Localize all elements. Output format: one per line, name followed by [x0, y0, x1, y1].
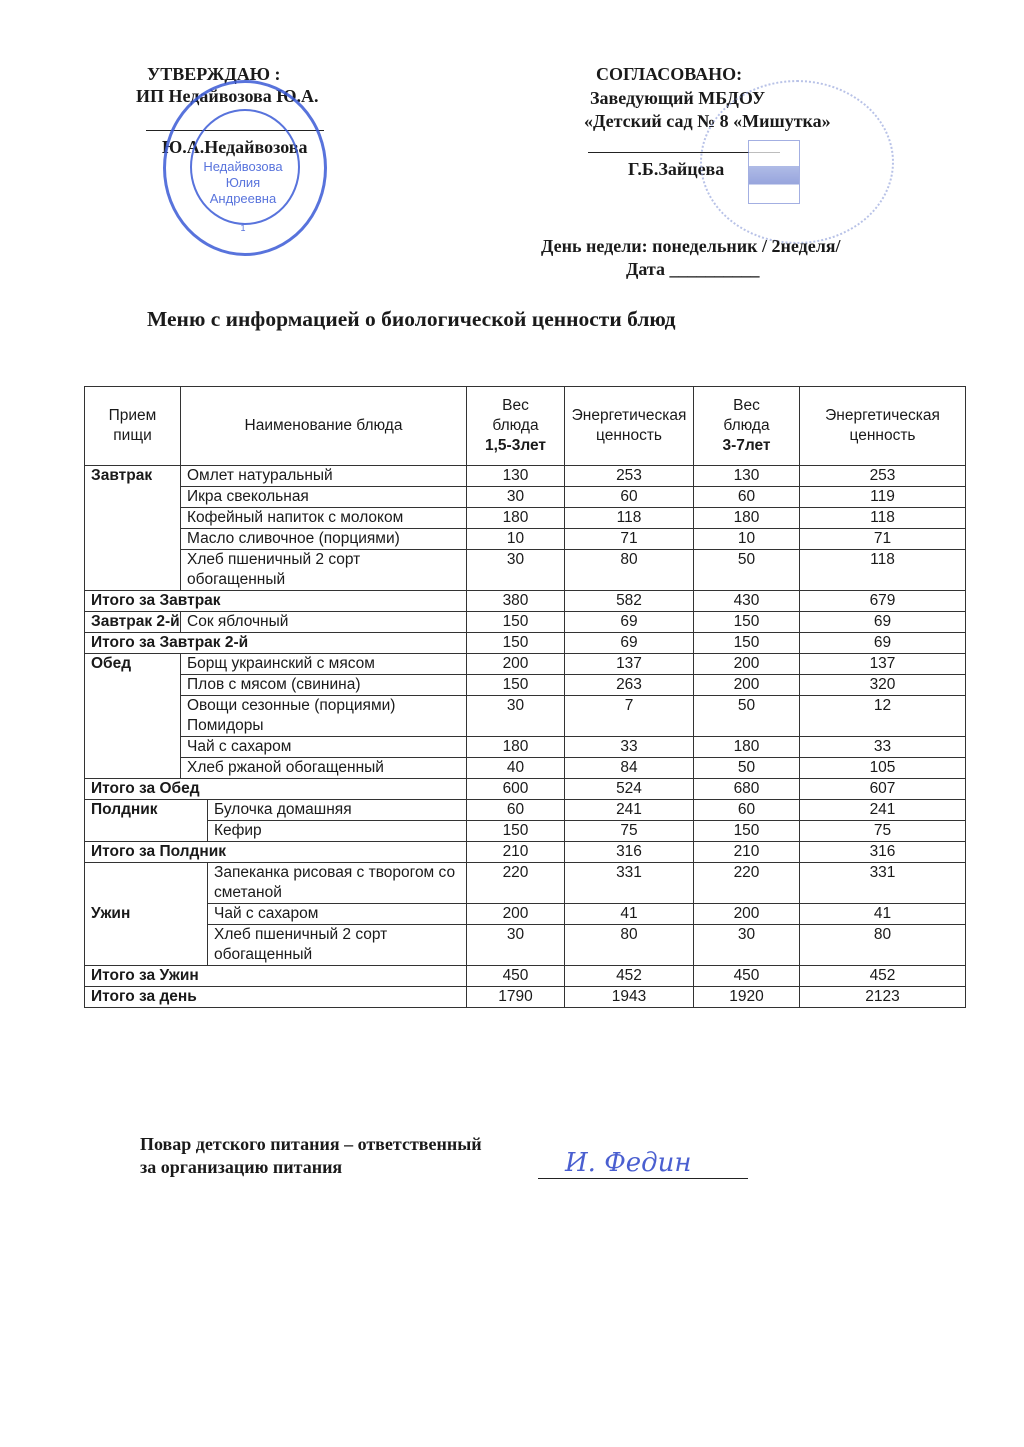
dish-cell: Икра свекольная: [181, 487, 467, 508]
energy-young-cell: 331: [565, 863, 694, 904]
table-row: [85, 800, 966, 821]
table-row: [85, 925, 966, 966]
weight-old-cell: 210: [694, 842, 800, 863]
weight-young-cell: 210: [467, 842, 565, 863]
energy-young-cell: 80: [565, 550, 694, 591]
energy-old-cell: 80: [800, 925, 966, 966]
total-label: Итого за день: [85, 987, 467, 1008]
weight-old-cell: 60: [694, 800, 800, 821]
weight-old-cell: 30: [694, 925, 800, 966]
energy-young-cell: 60: [565, 487, 694, 508]
weight-old-cell: 50: [694, 696, 800, 737]
stamp-number: 1: [240, 223, 246, 233]
weight-old-cell: 50: [694, 550, 800, 591]
dish-cell: Чай с сахаром: [208, 904, 467, 925]
table-row: [85, 654, 966, 675]
dish-cell: Омлет натуральный: [181, 466, 467, 487]
day-total-row: [85, 987, 966, 1008]
dish-cell: Масло сливочное (порциями): [181, 529, 467, 550]
energy-young-cell: 582: [565, 591, 694, 612]
meal-cell: Завтрак: [85, 466, 181, 591]
table-row: [85, 863, 966, 904]
energy-young-cell: 253: [565, 466, 694, 487]
table-row: [85, 675, 966, 696]
energy-young-cell: 7: [565, 696, 694, 737]
energy-old-cell: 137: [800, 654, 966, 675]
energy-young-cell: 80: [565, 925, 694, 966]
weight-young-cell: 150: [467, 633, 565, 654]
energy-old-cell: 320: [800, 675, 966, 696]
coat-of-arms-icon: [748, 140, 800, 204]
meal-cell: Завтрак 2-й: [85, 612, 181, 633]
weight-young-cell: 150: [467, 821, 565, 842]
energy-young-cell: 75: [565, 821, 694, 842]
footer-line-1: Повар детского питания – ответственный: [140, 1134, 482, 1154]
energy-young-cell: 69: [565, 612, 694, 633]
weight-old-cell: 180: [694, 737, 800, 758]
header-energy-old: Энергетическая ценность: [800, 387, 966, 466]
energy-old-cell: 2123: [800, 987, 966, 1008]
weight-young-cell: 220: [467, 863, 565, 904]
header-weight-young: Вес блюда 1,5-3лет: [467, 387, 565, 466]
dish-cell: Булочка домашняя: [208, 800, 467, 821]
weight-young-cell: 600: [467, 779, 565, 800]
total-row: [85, 633, 966, 654]
energy-old-cell: 69: [800, 612, 966, 633]
weight-old-cell: 150: [694, 612, 800, 633]
energy-young-cell: 69: [565, 633, 694, 654]
agreement-position: Заведующий МБДОУ: [590, 88, 766, 108]
weight-old-cell: 450: [694, 966, 800, 987]
dish-cell: Кефир: [208, 821, 467, 842]
energy-young-cell: 118: [565, 508, 694, 529]
document-title: Меню с информацией о биологической ценности блюд: [147, 307, 676, 331]
weight-young-cell: 380: [467, 591, 565, 612]
energy-old-cell: 316: [800, 842, 966, 863]
weight-young-cell: 30: [467, 925, 565, 966]
table-row: [85, 821, 966, 842]
weight-old-cell: 680: [694, 779, 800, 800]
energy-old-cell: 452: [800, 966, 966, 987]
energy-old-cell: 33: [800, 737, 966, 758]
weight-old-cell: 200: [694, 904, 800, 925]
dish-cell: Плов с мясом (свинина): [181, 675, 467, 696]
energy-old-cell: 75: [800, 821, 966, 842]
total-label: Итого за Ужин: [85, 966, 467, 987]
weekday-info: День недели: понедельник / 2неделя/: [541, 236, 841, 256]
table-row: [85, 612, 966, 633]
weight-young-cell: 130: [467, 466, 565, 487]
weight-young-cell: 180: [467, 737, 565, 758]
energy-old-cell: 118: [800, 550, 966, 591]
weight-old-cell: 200: [694, 675, 800, 696]
total-row: [85, 842, 966, 863]
dish-cell: Борщ украинский с мясом: [181, 654, 467, 675]
weight-young-cell: 30: [467, 696, 565, 737]
header-weight-old: Вес блюда 3-7лет: [694, 387, 800, 466]
footer-line-2: за организацию питания: [140, 1157, 343, 1177]
dish-cell: Запеканка рисовая с творогом со сметаной: [208, 863, 467, 904]
weight-young-cell: 150: [467, 612, 565, 633]
weight-young-cell: 10: [467, 529, 565, 550]
weight-young-cell: 40: [467, 758, 565, 779]
approval-org: ИП Недайвозова Ю.А.: [136, 86, 319, 106]
dish-cell: Овощи сезонные (порциями) Помидоры: [181, 696, 467, 737]
dish-cell: Кофейный напиток с молоком: [181, 508, 467, 529]
weight-young-cell: 1790: [467, 987, 565, 1008]
energy-old-cell: 118: [800, 508, 966, 529]
stamp-line-2: Юлия: [225, 175, 261, 190]
dish-cell: Сок яблочный: [181, 612, 467, 633]
total-row: [85, 966, 966, 987]
energy-old-cell: 71: [800, 529, 966, 550]
stamp-line-1: Недайвозова: [203, 159, 283, 174]
dish-cell: Хлеб пшеничный 2 сорт обогащенный: [208, 925, 467, 966]
energy-young-cell: 137: [565, 654, 694, 675]
energy-old-cell: 607: [800, 779, 966, 800]
table-row: [85, 550, 966, 591]
weight-young-cell: 60: [467, 800, 565, 821]
header-meal: Прием пищи: [85, 387, 181, 466]
energy-young-cell: 524: [565, 779, 694, 800]
energy-old-cell: 105: [800, 758, 966, 779]
energy-old-cell: 119: [800, 487, 966, 508]
weight-old-cell: 150: [694, 633, 800, 654]
weight-old-cell: 220: [694, 863, 800, 904]
weight-old-cell: 150: [694, 821, 800, 842]
total-label: Итого за Завтрак: [85, 591, 467, 612]
energy-old-cell: 69: [800, 633, 966, 654]
table-row: [85, 529, 966, 550]
footer-text: [140, 1133, 482, 1179]
weight-old-cell: 1920: [694, 987, 800, 1008]
dish-cell: Хлеб ржаной обогащенный: [181, 758, 467, 779]
energy-young-cell: 452: [565, 966, 694, 987]
energy-old-cell: 253: [800, 466, 966, 487]
menu-table: [84, 386, 966, 1008]
weight-old-cell: 130: [694, 466, 800, 487]
energy-old-cell: 12: [800, 696, 966, 737]
weight-young-cell: 200: [467, 904, 565, 925]
table-row: [85, 758, 966, 779]
total-label: Итого за Обед: [85, 779, 467, 800]
weight-old-cell: 50: [694, 758, 800, 779]
stamp-line-3: Андреевна: [209, 191, 277, 206]
table-row: [85, 466, 966, 487]
table-row: [85, 696, 966, 737]
weight-young-cell: 180: [467, 508, 565, 529]
energy-old-cell: 679: [800, 591, 966, 612]
table-row: [85, 737, 966, 758]
cook-signature: И. Федин: [565, 1148, 692, 1178]
weight-old-cell: 200: [694, 654, 800, 675]
date-field: Дата __________: [626, 259, 760, 279]
total-row: [85, 779, 966, 800]
energy-young-cell: 241: [565, 800, 694, 821]
energy-young-cell: 41: [565, 904, 694, 925]
energy-young-cell: 84: [565, 758, 694, 779]
weight-young-cell: 30: [467, 550, 565, 591]
weight-old-cell: 10: [694, 529, 800, 550]
approval-title: УТВЕРЖДАЮ :: [147, 64, 281, 84]
energy-young-cell: 316: [565, 842, 694, 863]
approval-signatory: Ю.А.Недайвозова: [162, 137, 308, 157]
table-row: [85, 904, 966, 925]
table-row: [85, 487, 966, 508]
agreement-org: «Детский сад № 8 «Мишутка»: [584, 111, 831, 131]
energy-young-cell: 263: [565, 675, 694, 696]
energy-old-cell: 41: [800, 904, 966, 925]
meal-cell: Полдник: [85, 800, 208, 842]
agreement-signatory: Г.Б.Зайцева: [628, 159, 725, 179]
weight-old-cell: 60: [694, 487, 800, 508]
weight-old-cell: 180: [694, 508, 800, 529]
official-stamp: [163, 80, 327, 256]
header-dish: Наименование блюда: [181, 387, 467, 466]
dish-cell: Чай с сахаром: [181, 737, 467, 758]
header-energy-young: Энергетическая ценность: [565, 387, 694, 466]
weight-young-cell: 30: [467, 487, 565, 508]
table-row: [85, 508, 966, 529]
total-label: Итого за Полдник: [85, 842, 467, 863]
weight-young-cell: 450: [467, 966, 565, 987]
energy-young-cell: 1943: [565, 987, 694, 1008]
total-row: [85, 591, 966, 612]
energy-young-cell: 71: [565, 529, 694, 550]
table-header-row: [85, 387, 966, 466]
weight-young-cell: 150: [467, 675, 565, 696]
weight-young-cell: 200: [467, 654, 565, 675]
agreement-title: СОГЛАСОВАНО:: [596, 64, 743, 84]
total-label: Итого за Завтрак 2-й: [85, 633, 467, 654]
meal-cell: Обед: [85, 654, 181, 779]
weight-old-cell: 430: [694, 591, 800, 612]
energy-old-cell: 331: [800, 863, 966, 904]
cook-signature-line: [538, 1178, 748, 1179]
energy-old-cell: 241: [800, 800, 966, 821]
energy-young-cell: 33: [565, 737, 694, 758]
dish-cell: Хлеб пшеничный 2 сорт обогащенный: [181, 550, 467, 591]
meal-cell: Ужин: [85, 863, 208, 966]
